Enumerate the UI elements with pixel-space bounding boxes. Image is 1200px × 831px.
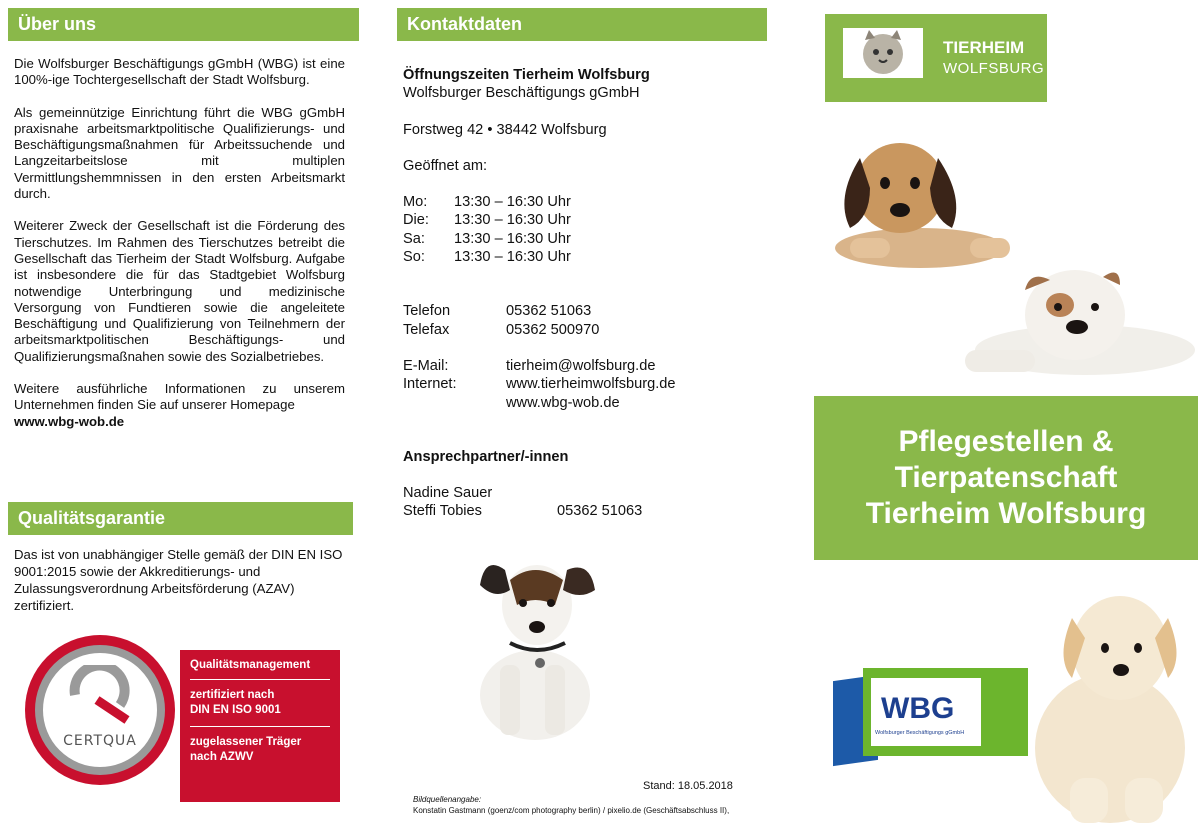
credits-title: Bildquellenangabe: xyxy=(413,795,482,804)
about-paragraph-4-text: Weitere ausführliche Informationen zu unserem Unternehmen finden Sie auf unserer Homepage xyxy=(14,381,345,413)
tierheim-logo-line1: TIERHEIM xyxy=(943,38,1025,57)
contact-heading: Kontaktdaten xyxy=(397,8,767,41)
certqua-badge xyxy=(20,630,350,805)
cover-title-line1: Pflegestellen & xyxy=(898,425,1114,458)
hours-time: 13:30 – 16:30 Uhr xyxy=(454,194,571,211)
cover-title-line3: Tierheim Wolfsburg xyxy=(865,497,1147,530)
persons-heading: Ansprechpartner/-innen xyxy=(403,448,569,465)
hours-day: Sa: xyxy=(403,230,425,247)
hours-time: 13:30 – 16:30 Uhr xyxy=(454,230,571,247)
cover-title-box xyxy=(814,396,1198,560)
person-1: Nadine Sauer xyxy=(403,485,493,502)
certqua-q-icon xyxy=(65,665,135,725)
quality-text: Das ist von unabhängiger Stelle gemäß der DIN EN ISO 9001:2015 sowie der Akkreditierungs- und Zulassungsverordnung Arbeitsförderung (AZAV) zertifiziert. xyxy=(14,547,343,613)
email-row xyxy=(403,357,763,375)
web-row-2 xyxy=(403,394,763,412)
fax-row xyxy=(403,321,763,339)
about-paragraph-4 xyxy=(14,381,345,430)
hours-day: So: xyxy=(403,249,425,266)
hours-row xyxy=(403,248,763,266)
about-paragraph-2: Als gemeinnützige Einrichtung führt die WBG gGmbH praxisnahe arbeitsmarktpolitische Qualifizierungs- und Beschäftigungsmaßnahmen für Arbeitssuchende und Langzeitarbeitslose mit multiplen Vermittlungshemmnissen in den ersten Arbeitsmarkt durch. xyxy=(14,104,345,202)
hours-time: 13:30 – 16:30 Uhr xyxy=(454,249,571,266)
tierheim-logo xyxy=(825,14,1047,102)
hours-row xyxy=(403,193,763,211)
web-link-2[interactable]: www.wbg-wob.de xyxy=(506,394,620,411)
email-label: E-Mail: xyxy=(403,357,449,374)
fax-number: 05362 500970 xyxy=(506,321,600,338)
hours-day: Die: xyxy=(403,212,429,229)
dog-photo-cream-puppy xyxy=(1000,578,1198,828)
email-link[interactable]: tierheim@wolfsburg.de xyxy=(506,357,656,374)
web-row xyxy=(403,375,763,393)
hours-row xyxy=(403,230,763,248)
about-heading: Über uns xyxy=(8,8,359,41)
stand-date: Stand: 18.05.2018 xyxy=(643,780,733,792)
contact-block xyxy=(403,66,763,521)
tierheim-logo-line2: WOLFSBURG xyxy=(943,60,1045,77)
dog-photo-bulldog xyxy=(955,255,1198,385)
hours-row xyxy=(403,211,763,229)
wbg-logo xyxy=(833,668,1028,763)
credits-text: Konstatin Gastmann (goenz/com photography berlin) / pixelio.de (Geschäftsabschluss II), xyxy=(413,806,730,815)
contact-org: Wolfsburger Beschäftigungs gGmbH xyxy=(403,85,640,102)
certqua-line2b: DIN EN ISO 9001 xyxy=(190,704,281,716)
certqua-line3b: nach AZWV xyxy=(190,751,254,763)
phone-row xyxy=(403,302,763,320)
dog-photo-dachshund xyxy=(820,118,1020,278)
cover-title-line2: Tierpatenschaft xyxy=(894,461,1118,494)
cat-icon xyxy=(843,28,923,78)
about-paragraph-3: Weiterer Zweck der Gesellschaft ist die Förderung des Tierschutzes. Im Rahmen des Tierschutzes betreibt die Gesellschaft das Tierheim der Stadt Wolfsburg. Aufgabe ist insbesondere die für das Stadtgebiet Wolfsburg notwendige Unterbringung und medizinische Versorgung von Fundtieren sowie die angeleitete Beschäftigung und Qualifizierung von Teilnehmern der arbeitsmarktpolitischen Beschäftigungs- und Qualifizierungsmaßnahen sowie des Sozialbetriebes. xyxy=(14,218,345,364)
wbg-logo-text: WBG xyxy=(881,692,955,725)
phone-number[interactable]: 05362 51063 xyxy=(506,303,592,320)
certqua-divider-2 xyxy=(190,726,330,727)
certqua-brand: CERTQUA xyxy=(63,733,137,749)
web-link-1[interactable]: www.tierheimwolfsburg.de xyxy=(506,376,676,393)
about-paragraph-1: Die Wolfsburger Beschäftigungs gGmbH (WBG) ist eine 100%-ige Tochtergesellschaft der Stadt Wolfsburg. xyxy=(14,56,345,88)
certqua-line1: Qualitätsmanagement xyxy=(190,659,311,671)
phone-label: Telefon xyxy=(403,303,451,320)
certqua-line2a: zertifiziert nach xyxy=(190,689,275,701)
wbg-logo-subtitle: Wolfsburger Beschäftigungs gGmbH xyxy=(875,730,965,736)
contact-address: Forstweg 42 • 38442 Wolfsburg xyxy=(403,121,607,138)
hours-day: Mo: xyxy=(403,194,428,211)
wbg-logo-plate xyxy=(871,678,981,746)
web-label: Internet: xyxy=(403,376,457,393)
homepage-link[interactable]: www.wbg-wob.de xyxy=(14,413,125,429)
certqua-divider xyxy=(190,679,330,680)
contact-title: Öffnungszeiten Tierheim Wolfsburg xyxy=(403,67,650,83)
quality-heading: Qualitätsgarantie xyxy=(8,502,353,535)
person-2-phone: 05362 51063 xyxy=(557,503,643,520)
person-2: Steffi Tobies xyxy=(403,503,482,520)
person-2-row xyxy=(403,502,763,520)
certqua-panel xyxy=(180,650,340,802)
open-label: Geöffnet am: xyxy=(403,157,488,174)
fax-label: Telefax xyxy=(403,321,450,338)
dog-photo-jack-russell xyxy=(455,545,615,745)
tierheim-logo-image xyxy=(843,28,923,78)
hours-time: 13:30 – 16:30 Uhr xyxy=(454,212,571,229)
about-text xyxy=(14,56,345,430)
certqua-line3a: zugelassener Träger xyxy=(190,736,302,748)
